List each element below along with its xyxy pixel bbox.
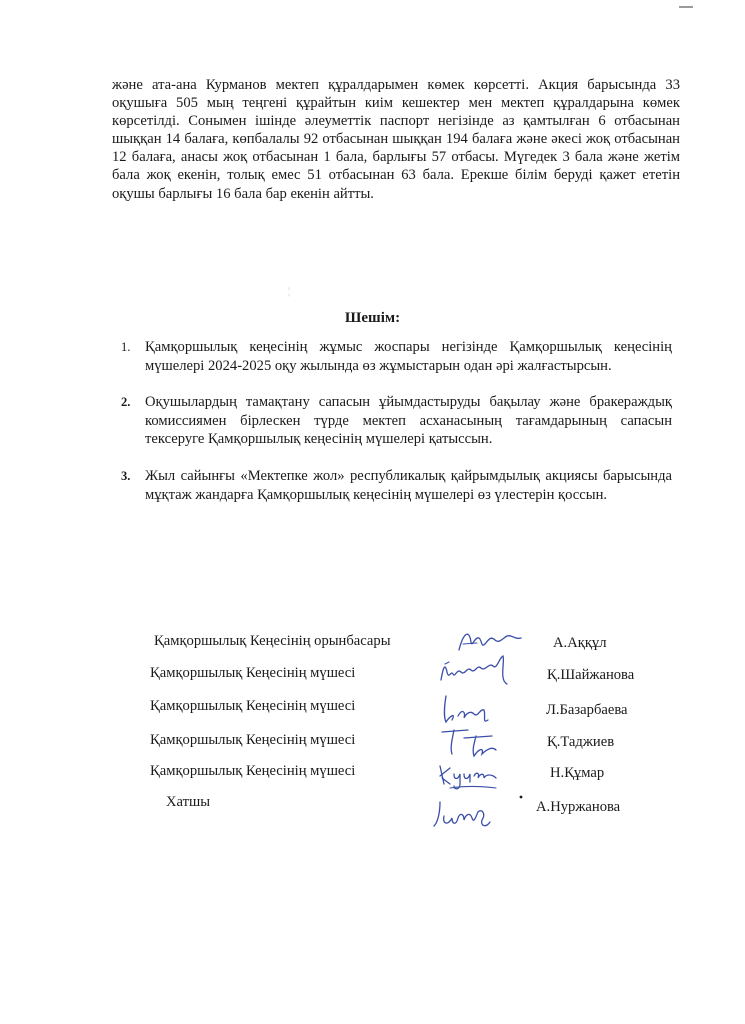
decision-text: Оқушылардың тамақтану сапасын ұйымдастыруды бақылау және бракераждық комиссиямен бірлескен түрде мектеп асханасының тағамдарының сапасын тексеруге Қамқоршылық кеңесінің мүшелері қатыссын. bbox=[145, 394, 672, 448]
ink-dot bbox=[518, 794, 524, 800]
handwritten-signature bbox=[438, 690, 498, 728]
signatory-role: Хатшы bbox=[166, 794, 211, 810]
decision-number: 1. bbox=[121, 340, 131, 354]
signatory-role: Қамқоршылық Кеңесінің мүшесі bbox=[150, 763, 356, 779]
signatory-name: Қ.Таджиев bbox=[547, 734, 615, 750]
signatory-name: А.Нуржанова bbox=[536, 799, 621, 815]
signatory-role: Қамқоршылық Кеңесінің мүшесі bbox=[150, 665, 356, 681]
handwritten-signature bbox=[435, 650, 515, 690]
signatory-role: Қамқоршылық Кеңесінің орынбасары bbox=[154, 633, 391, 649]
signatory-name: Н.Құмар bbox=[550, 765, 605, 781]
scan-artifact: ¦ bbox=[288, 286, 291, 297]
signatory-name: Қ.Шайжанова bbox=[547, 667, 635, 683]
decision-text: Жыл сайынғы «Мектепке жол» республикалық қайрымдылық акциясы барысында мұқтаж жандарға Қамқоршылық кеңесінің мүшелері өз үлестерін қоссын. bbox=[145, 467, 672, 503]
decision-text: Қамқоршылық кеңесінің жұмыс жоспары негізінде Қамқоршылық кеңесінің мүшелері 2024-2025 оқу жылында өз жұмыстарын одан әрі жалғастырсын. bbox=[145, 339, 672, 374]
handwritten-signature bbox=[436, 760, 502, 792]
decision-heading: Шешім: bbox=[344, 310, 401, 326]
signatory-name: Л.Базарбаева bbox=[546, 702, 628, 718]
signatory-role: Қамқоршылық Кеңесінің мүшесі bbox=[150, 732, 356, 748]
signatory-name: А.Аққұл bbox=[553, 635, 607, 651]
intro-paragraph: және ата-ана Курманов мектеп құралдарымен көмек көрсетті. Акция барысында 33 оқушыға 505 мың теңгені құрайтын киім кешектер мен мектеп құралдарына көмек көрсетілді. Сонымен ішінде әлеуметтік паспорт негізінде аз қамтылған 6 отбасынан шыққан 14 балаға, көпбалалы 92 отбасынан шыққан 194 балаға және әкесі жоқ отбасынан 12 балаға, анасы жоқ отбасынан 1 бала, барлығы 57 отбасы. Мүгедек 3 бала және жетім бала жоқ екенін, толық емес 51 отбасынан 63 бала. Ерекше білім беруді қажет ететін оқушы барлығы 16 бала бар екенін айтты. bbox=[112, 77, 680, 202]
decision-number: 2. bbox=[121, 395, 131, 410]
signatory-role: Қамқоршылық Кеңесінің мүшесі bbox=[150, 698, 356, 714]
decision-number: 3. bbox=[121, 468, 131, 483]
handwritten-signature bbox=[438, 724, 500, 760]
handwritten-signature bbox=[430, 796, 510, 832]
